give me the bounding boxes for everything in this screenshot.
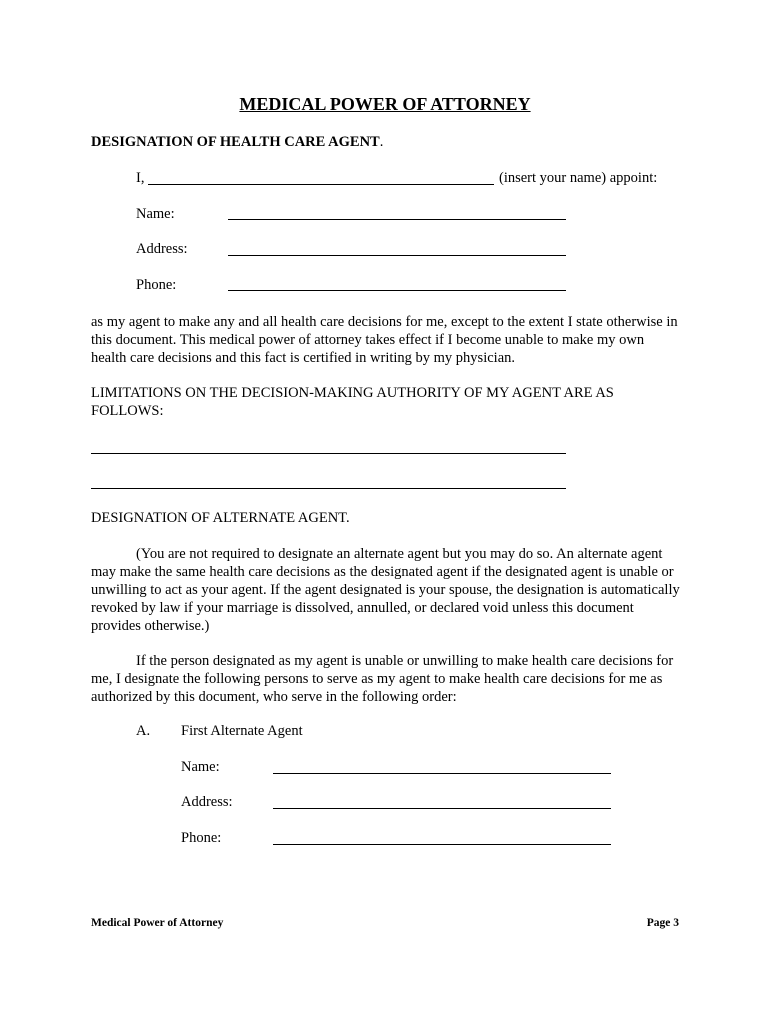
designation-heading-period: .: [379, 134, 384, 150]
alternate-address-label: Address:: [181, 794, 233, 810]
designation-heading: [91, 134, 383, 151]
agent-address-field[interactable]: [228, 255, 566, 256]
alternate-address-field[interactable]: [273, 808, 611, 809]
limitations-line-2[interactable]: [91, 488, 566, 489]
first-alternate-label: First Alternate Agent: [181, 723, 303, 739]
insert-name-text: (insert your name) appoint:: [499, 170, 658, 186]
alternate-heading: DESIGNATION OF ALTERNATE AGENT.: [91, 510, 350, 526]
agent-name-label: Name:: [136, 206, 175, 222]
agent-name-field[interactable]: [228, 219, 566, 220]
agent-authority-paragraph: as my agent to make any and all health care decisions for me, except to the extent I state otherwise in this document. This medical power of attorney takes effect if I become unable to make my own health care decisions and this fact is certified in writing by my physician.: [91, 314, 678, 366]
principal-name-field[interactable]: [148, 184, 494, 185]
limitations-heading: LIMITATIONS ON THE DECISION-MAKING AUTHORITY OF MY AGENT ARE AS FOLLOWS:: [91, 385, 614, 419]
alternate-note-paragraph: (You are not required to designate an alternate agent but you may do so. An alternate agent may make the same health care decisions as the designated agent if the designated agent is unable or unwilling to act as your agent. If the agent designated is your spouse, the designation is automatically revoked by law if your marriage is dissolved, annulled, or declared void unless this document provides otherwise.): [91, 546, 680, 634]
alternate-name-label: Name:: [181, 759, 220, 775]
page-number: Page 3: [646, 917, 679, 929]
alternate-designation-paragraph: If the person designated as my agent is unable or unwilling to make health care decisions for me, I designate the following persons to serve as my agent to make health care decisions for me as authorized by this document, who serve in the following order:: [91, 653, 674, 705]
agent-phone-field[interactable]: [228, 290, 566, 291]
first-alternate-letter: A.: [136, 723, 151, 739]
limitations-line-1[interactable]: [91, 453, 566, 454]
agent-address-label: Address:: [136, 241, 188, 257]
alternate-phone-field[interactable]: [273, 844, 611, 845]
alternate-phone-label: Phone:: [181, 830, 222, 846]
page-title: MEDICAL POWER OF ATTORNEY: [239, 94, 531, 114]
footer-title: Medical Power of Attorney: [91, 917, 224, 929]
principal-prefix: I,: [136, 170, 145, 186]
alternate-name-field[interactable]: [273, 773, 611, 774]
designation-heading-text: DESIGNATION OF HEALTH CARE AGENT: [91, 134, 380, 150]
agent-phone-label: Phone:: [136, 277, 177, 293]
